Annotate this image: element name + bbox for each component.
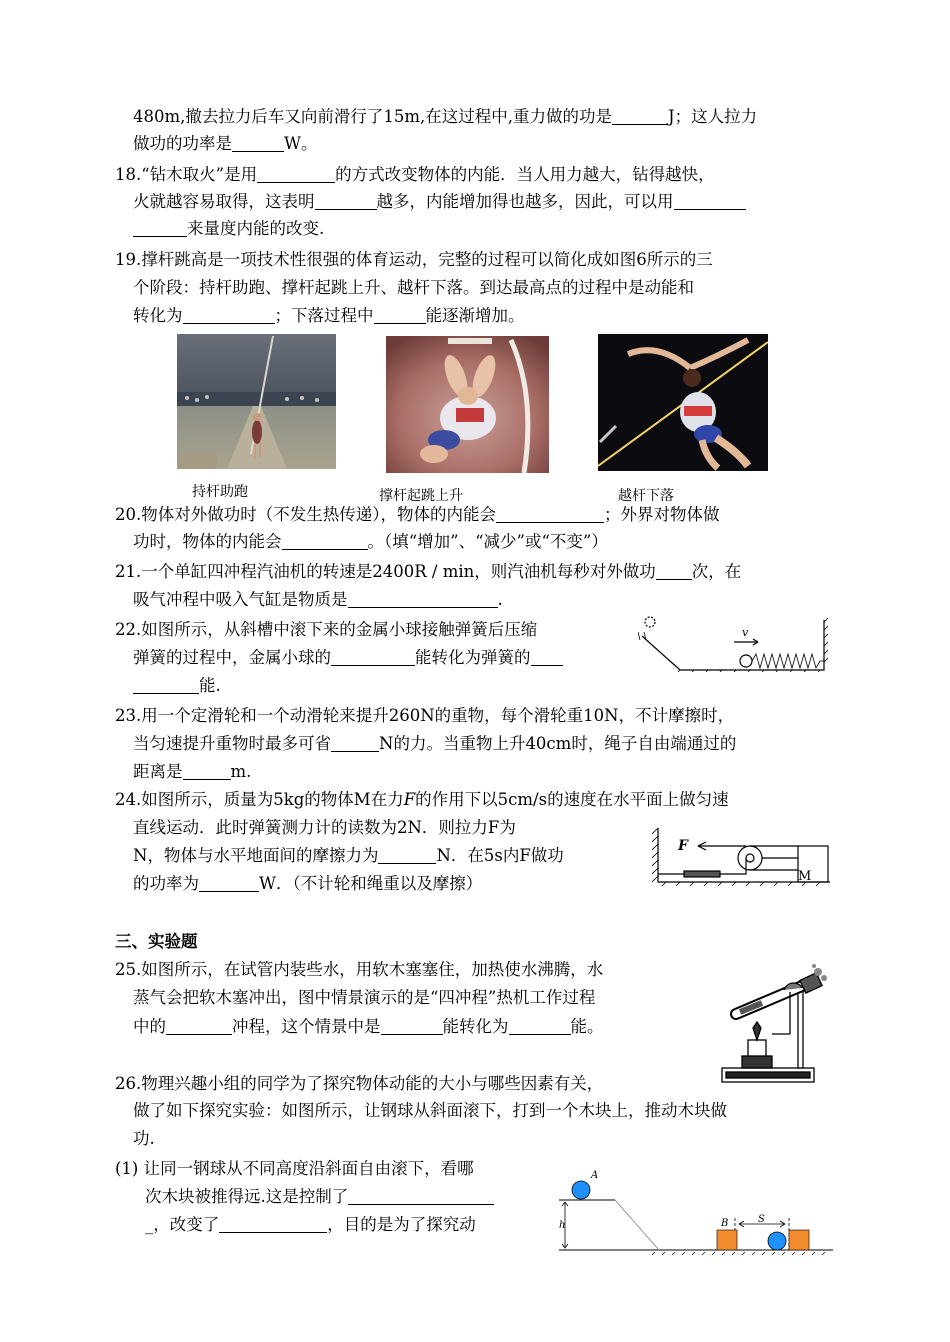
q20-line1: 20.物体对外做功时（不发生热传递），物体的内能会 ；外界对物体做 bbox=[115, 505, 720, 524]
q24-line4: 的功率为 W．（不计轮和绳重以及摩擦） bbox=[133, 874, 483, 893]
q17-line1: 480m,撤去拉力后车又向前滑行了15m,在这过程中,重力做的功是 J；这人拉力 bbox=[133, 107, 758, 126]
pulley-figure bbox=[652, 826, 832, 888]
q20-blank-2[interactable] bbox=[282, 531, 368, 550]
q23-line2: 当匀速提升重物时最多可省 N的力。当重物上升40cm时，绳子自由端通过的 bbox=[133, 734, 737, 753]
q24-blank-1[interactable] bbox=[378, 845, 436, 864]
q22-blank-2-cont[interactable] bbox=[133, 675, 199, 694]
q26-sub1-line1: (1) 让同一钢球从不同高度沿斜面自由滚下，看哪 bbox=[115, 1159, 474, 1178]
q18-blank-3-cont[interactable] bbox=[133, 218, 187, 237]
q26-line2: 做了如下探究实验：如图所示，让钢球从斜面滚下，打到一个木块上，推动木块做 bbox=[133, 1101, 727, 1120]
q21-blank-2[interactable] bbox=[348, 589, 498, 608]
mass-label: M bbox=[798, 869, 812, 884]
q22-blank-1[interactable] bbox=[331, 647, 415, 666]
q19-line1: 19.撑杆跳高是一项技术性很强的体育运动，完整的过程可以简化成如图6所示的三 bbox=[115, 250, 713, 269]
q17-blank-work[interactable] bbox=[612, 106, 668, 125]
q24-line2: 直线运动．此时弹簧测力计的读数为2N．则拉力F为 bbox=[133, 818, 516, 837]
q24-line3: N，物体与水平地面间的摩擦力为 N．在5s内F做功 bbox=[133, 846, 564, 865]
q18-line3: 来量度内能的改变. bbox=[133, 218, 324, 240]
q21-line1: 21.一个单缸四冲程汽油机的转速是2400R / min，则汽油机每秒对外做功 次，在 bbox=[115, 562, 742, 581]
q23-blank-1[interactable] bbox=[331, 733, 379, 752]
q24-line1: 24.如图所示，质量为5kg的物体M在力F的作用下以5cm/s的速度在水平面上做匀速 bbox=[115, 790, 729, 809]
label-S: S bbox=[758, 1214, 765, 1225]
question-number: 26. bbox=[115, 1074, 142, 1093]
ramp-ball-block-figure bbox=[555, 1164, 833, 1258]
q25-line2: 蒸气会把软木塞冲出，图中情景演示的是“四冲程”热机工作过程 bbox=[133, 988, 596, 1007]
q20-line2: 功时，物体的内能会 。（填“增加”、“减少”或“不变”） bbox=[133, 532, 608, 551]
q18-line1: 18.“钻木取火”是用 的方式改变物体的内能．当人用力越大，钻得越快， bbox=[115, 165, 715, 184]
q18-blank-1[interactable] bbox=[257, 164, 335, 183]
caption-rise: 撑杆起跳上升 bbox=[379, 488, 463, 504]
question-number: 24. bbox=[115, 790, 142, 809]
q25-blank-3[interactable] bbox=[509, 1016, 571, 1035]
force-label: F bbox=[678, 838, 688, 854]
q26-blank-2[interactable] bbox=[219, 1214, 327, 1233]
question-number: 21. bbox=[115, 562, 142, 581]
q26-sub1-line3: _，改变了 ，目的是为了探究动 bbox=[145, 1215, 476, 1234]
q23-line1: 23.用一个定滑轮和一个动滑轮来提升260N的重物，每个滑轮重10N，不计摩擦时， bbox=[115, 706, 735, 725]
section-title: 三、实验题 bbox=[115, 932, 198, 951]
pole-vault-fall-photo bbox=[598, 334, 768, 471]
q25-line1: 25.如图所示，在试管内装些水，用软木塞塞住，加热使水沸腾，水 bbox=[115, 960, 604, 979]
q21-line2: 吸气冲程中吸入气缸是物质是 . bbox=[133, 590, 503, 609]
label-h: h bbox=[559, 1220, 566, 1231]
question-number: 22. bbox=[115, 620, 142, 639]
question-number: 18. bbox=[115, 165, 142, 184]
q25-blank-2[interactable] bbox=[381, 1016, 443, 1035]
q18-blank-2[interactable] bbox=[315, 191, 377, 210]
q18-line2: 火就越容易取得，这表明 越多，内能增加得也越多，因此，可以用 bbox=[133, 191, 746, 213]
pole-vault-run-photo bbox=[177, 334, 336, 469]
q17-line2: 做功的功率是 W。 bbox=[133, 134, 318, 153]
q20-blank-1[interactable] bbox=[496, 504, 604, 523]
q19-blank-1[interactable] bbox=[183, 305, 275, 324]
q23-line3: 距离是 m. bbox=[133, 762, 252, 781]
q17-blank-power[interactable] bbox=[232, 133, 284, 152]
question-number: 20. bbox=[115, 505, 142, 524]
question-number: 23. bbox=[115, 706, 142, 725]
q22-blank-2[interactable] bbox=[531, 647, 563, 666]
q22-line3: 能. bbox=[133, 675, 221, 697]
q23-blank-2[interactable] bbox=[183, 761, 231, 780]
q19-line3: 转化为 ；下落过程中 能逐渐增加。 bbox=[133, 306, 525, 325]
q21-blank-1[interactable] bbox=[656, 561, 692, 580]
q22-line1: 22.如图所示，从斜槽中滚下来的金属小球接触弹簧后压缩 bbox=[115, 620, 538, 639]
q24-blank-2[interactable] bbox=[199, 873, 259, 892]
velocity-label: v bbox=[742, 626, 749, 639]
question-number: 25. bbox=[115, 960, 142, 979]
q22-line2: 弹簧的过程中，金属小球的 能转化为弹簧的 bbox=[133, 647, 563, 669]
caption-fall: 越杆下落 bbox=[618, 488, 674, 504]
q19-line2: 个阶段：持杆助跑、撑杆起跳上升、越杆下落。到达最高点的过程中是动能和 bbox=[133, 278, 694, 297]
q19-blank-2[interactable] bbox=[374, 305, 426, 324]
subquestion-number: (1) bbox=[115, 1159, 139, 1178]
q25-line3: 中的 冲程，这个情景中是 能转化为 能。 bbox=[133, 1017, 604, 1036]
pole-vault-rise-photo bbox=[386, 336, 549, 473]
label-B: B bbox=[721, 1218, 729, 1229]
q25-blank-1[interactable] bbox=[166, 1016, 232, 1035]
caption-run: 持杆助跑 bbox=[192, 484, 248, 500]
ramp-spring-figure bbox=[638, 614, 828, 672]
test-tube-apparatus-figure bbox=[718, 964, 830, 1086]
question-number: 19. bbox=[115, 250, 142, 269]
q18-blank-3[interactable] bbox=[674, 191, 746, 210]
label-A: A bbox=[591, 1170, 599, 1181]
q26-line1: 26.物理兴趣小组的同学为了探究物体动能的大小与哪些因素有关， bbox=[115, 1074, 604, 1093]
q26-sub1-line2: 次木块被推得远.这是控制了 bbox=[145, 1186, 494, 1208]
q26-blank-1[interactable] bbox=[348, 1186, 494, 1205]
q26-line3: 功. bbox=[133, 1129, 155, 1148]
